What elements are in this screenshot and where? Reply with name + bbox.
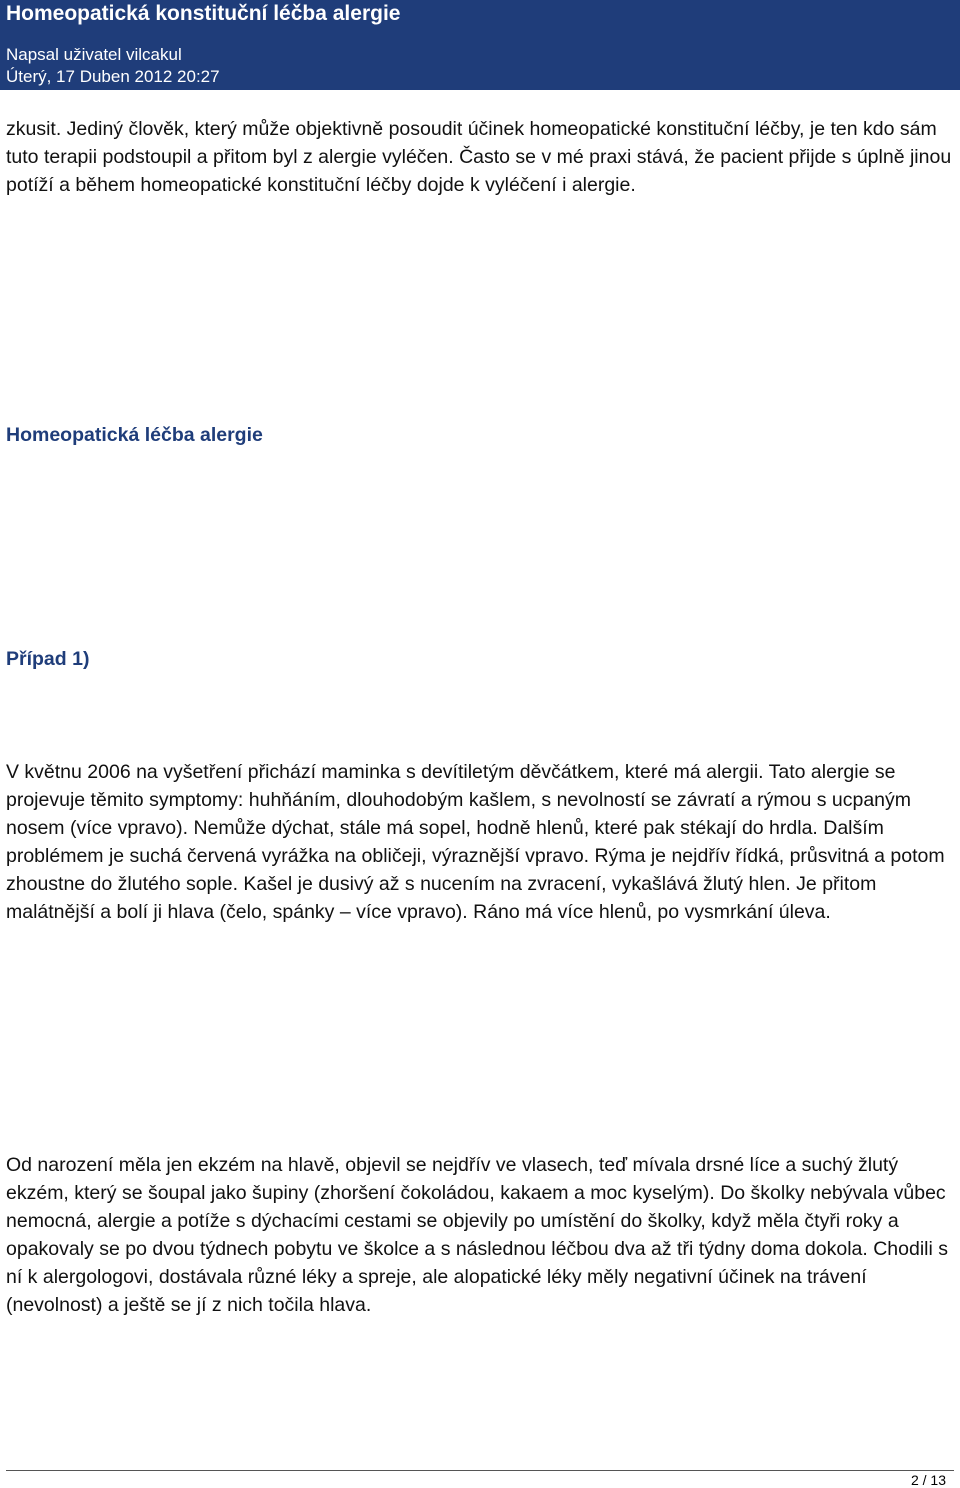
case-paragraph-1: V květnu 2006 na vyšetření přichází maminka s devítiletým děvčátkem, které má alergii. Tato alergie se projevuje těmito symptomy: huhňáním, dlouhodobým kašlem, s nevolností se závratí a rýmou s ucpaným nosem (více vpravo). Nemůže dýchat, stále má sopel, hodně hlenů, které pak stékají do hrdla. Dalším problémem je suchá červená vyrážka na obličeji, výraznější vpravo. Rýma je nejdřív řídká, průsvitná a potom zhoustne do žlutého sople. Kašel je dusivý až s nucením na zvracení, vykašlává žlutý hlen. Je přitom malátnější a bolí ji hlava (čelo, spánky – více vpravo). Ráno má více hlenů, po vysmrkání úleva. — [6, 761, 945, 923]
footer-divider — [6, 1470, 954, 1471]
article-date: Úterý, 17 Duben 2012 20:27 — [6, 67, 220, 86]
article-header — [0, 0, 960, 90]
case-heading: Případ 1) — [6, 648, 90, 670]
case-paragraph-2: Od narození měla jen ekzém na hlavě, objevil se nejdřív ve vlasech, teď mívala drsné líce a suchý žlutý ekzém, který se šoupal jako šupiny (zhoršení čokoládou, kakaem a moc kyselým). Do školky nebývala vůbec nemocná, alergie a potíže s dýchacími cestami se objevily po umístění do školky, když měla čtyři roky a opakovaly se po dvou týdnech pobytu ve školce a s následnou léčbou dva až tři týdny doma dokola. Chodili s ní k alergologovi, dostávala různé léky a spreje, ale alopatické léky měly negativní účinek na trávení (nevolnost) a ještě se jí z nich točila hlava. — [6, 1154, 948, 1316]
intro-paragraph: zkusit. Jediný člověk, který může objektivně posoudit účinek homeopatické konstituční léčby, je ten kdo sám tuto terapii podstoupil a přitom byl z alergie vyléčen. Často se v mé praxi stává, že pacient přijde s úplně jinou potíží a během homeopatické konstituční léčby dojde k vyléčení i alergie. — [6, 118, 952, 196]
article-author: Napsal uživatel vilcakul — [6, 45, 182, 64]
page-number: 2 / 13 — [910, 1472, 946, 1488]
section-heading: Homeopatická léčba alergie — [6, 424, 263, 446]
article-title: Homeopatická konstituční léčba alergie — [6, 2, 401, 25]
